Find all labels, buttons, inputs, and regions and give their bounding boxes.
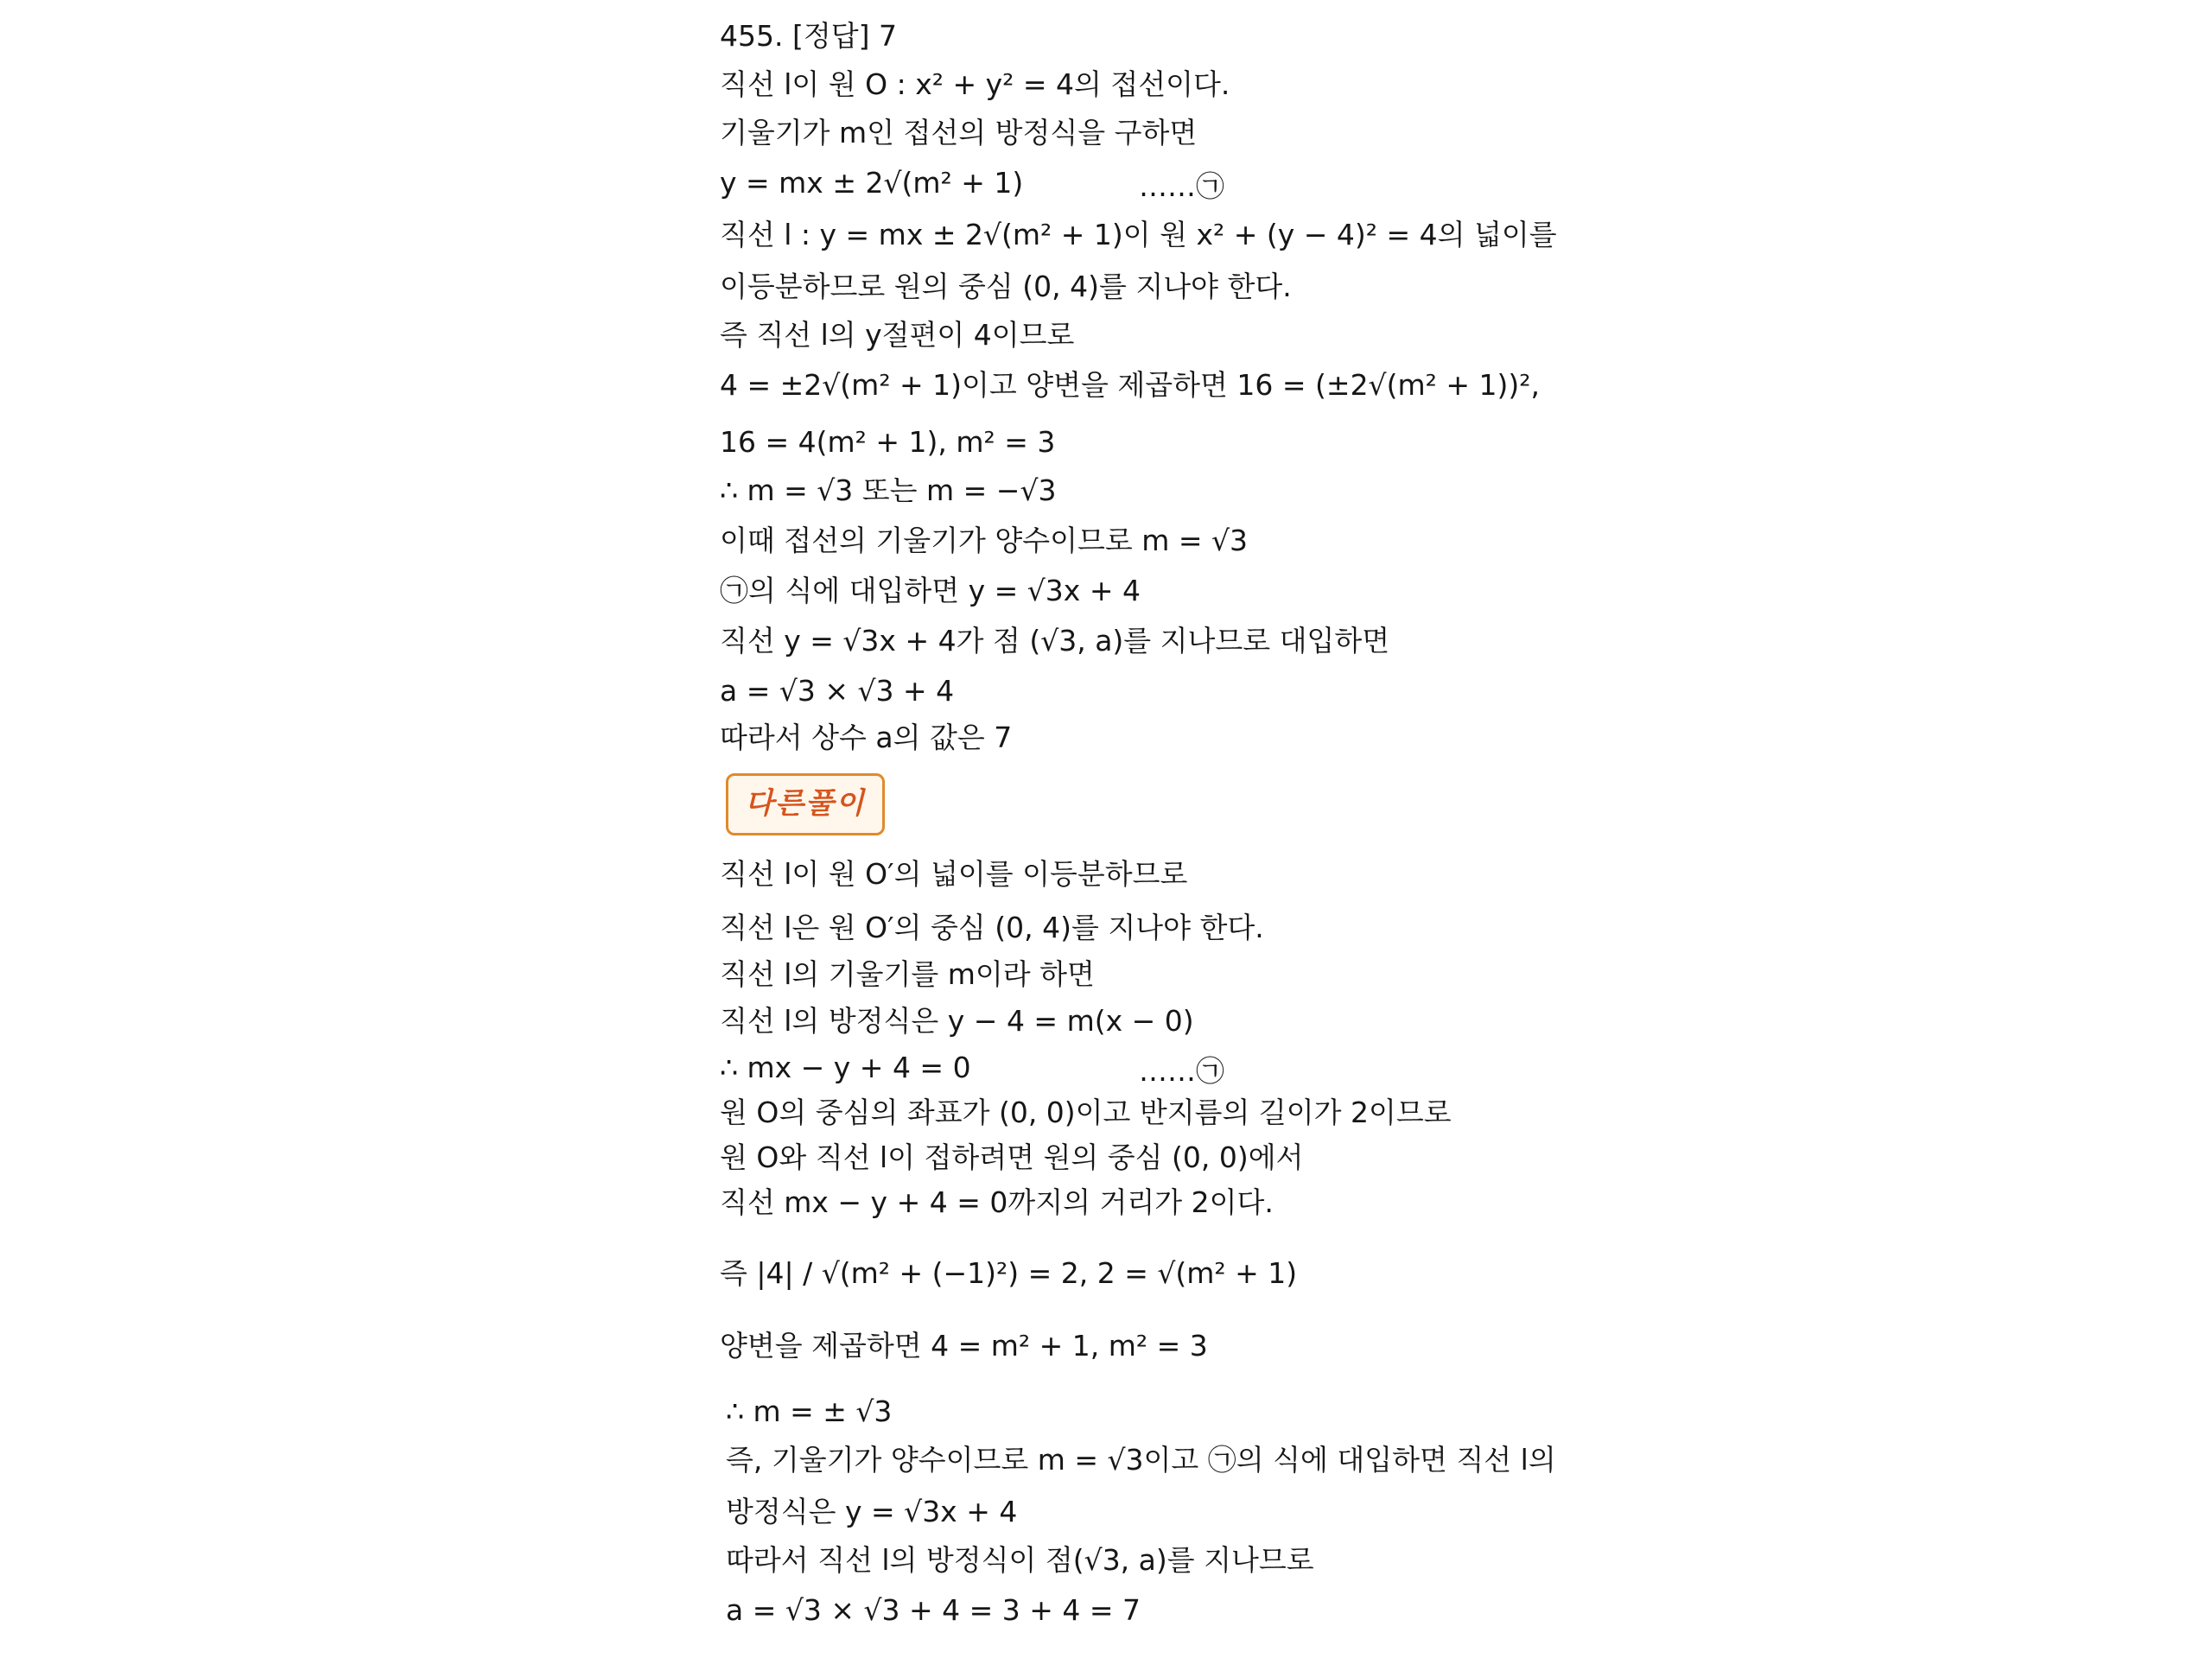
alt-line-10: 양변을 제곱하면 4 = m² + 1, m² = 3 bbox=[720, 1329, 1208, 1363]
alt-line-11: ∴ m = ± √3 bbox=[726, 1394, 893, 1428]
alt-solution-badge: 다른풀이 bbox=[726, 773, 885, 835]
solution-line-2: 기울기가 m인 접선의 방정식을 구하면 bbox=[720, 116, 1198, 149]
alt-line-3: 직선 l의 기울기를 m이라 하면 bbox=[720, 957, 1095, 991]
solution-line-7: 4 = ±2√(m² + 1)이고 양변을 제곱하면 16 = (±2√(m² + 1))², bbox=[720, 368, 1540, 402]
solution-line-13: a = √3 × √3 + 4 bbox=[720, 674, 955, 708]
alt-line-4: 직선 l의 방정식은 y − 4 = m(x − 0) bbox=[720, 1004, 1194, 1038]
answer-header: 455. [정답] 7 bbox=[720, 19, 897, 53]
alt-line-7: 원 O와 직선 l이 접하려면 원의 중심 (0, 0)에서 bbox=[720, 1140, 1304, 1174]
alt-line-2: 직선 l은 원 O′의 중심 (0, 4)를 지나야 한다. bbox=[720, 911, 1264, 944]
solution-line-10: 이때 접선의 기울기가 양수이므로 m = √3 bbox=[720, 524, 1249, 557]
alt-line-13: 방정식은 y = √3x + 4 bbox=[726, 1495, 1018, 1528]
circled-marker-2: ……㉠ bbox=[1139, 1054, 1224, 1088]
solution-line-6: 즉 직선 l의 y절편이 4이므로 bbox=[720, 318, 1075, 352]
alt-line-14: 따라서 직선 l의 방정식이 점(√3, a)를 지나므로 bbox=[726, 1543, 1314, 1577]
alt-line-6: 원 O의 중심의 좌표가 (0, 0)이고 반지름의 길이가 2이므로 bbox=[720, 1096, 1452, 1129]
solution-line-11: ㉠의 식에 대입하면 y = √3x + 4 bbox=[720, 574, 1141, 607]
solution-line-9: ∴ m = √3 또는 m = −√3 bbox=[720, 473, 1057, 507]
circled-marker-1: ……㉠ bbox=[1139, 169, 1224, 203]
alt-line-1: 직선 l이 원 O′의 넓이를 이등분하므로 bbox=[720, 857, 1188, 891]
alt-line-9: 즉 |4| / √(m² + (−1)²) = 2, 2 = √(m² + 1) bbox=[720, 1256, 1298, 1290]
solution-line-4: 직선 l : y = mx ± 2√(m² + 1)이 원 x² + (y − 4)² = 4의 넓이를 bbox=[720, 218, 1557, 251]
solution-line-12: 직선 y = √3x + 4가 점 (√3, a)를 지나므로 대입하면 bbox=[720, 624, 1390, 657]
alt-line-15: a = √3 × √3 + 4 = 3 + 4 = 7 bbox=[726, 1593, 1141, 1627]
solution-line-14: 따라서 상수 a의 값은 7 bbox=[720, 721, 1013, 754]
solution-line-3: y = mx ± 2√(m² + 1) bbox=[720, 166, 1024, 200]
solution-line-1: 직선 l이 원 O : x² + y² = 4의 접선이다. bbox=[720, 67, 1230, 101]
alt-line-8: 직선 mx − y + 4 = 0까지의 거리가 2이다. bbox=[720, 1185, 1274, 1219]
solution-line-5: 이등분하므로 원의 중심 (0, 4)를 지나야 한다. bbox=[720, 270, 1292, 303]
alt-line-12: 즉, 기울기가 양수이므로 m = √3이고 ㉠의 식에 대입하면 직선 l의 bbox=[726, 1443, 1556, 1477]
solution-line-8: 16 = 4(m² + 1), m² = 3 bbox=[720, 425, 1056, 459]
alt-line-5: ∴ mx − y + 4 = 0 bbox=[720, 1051, 971, 1084]
